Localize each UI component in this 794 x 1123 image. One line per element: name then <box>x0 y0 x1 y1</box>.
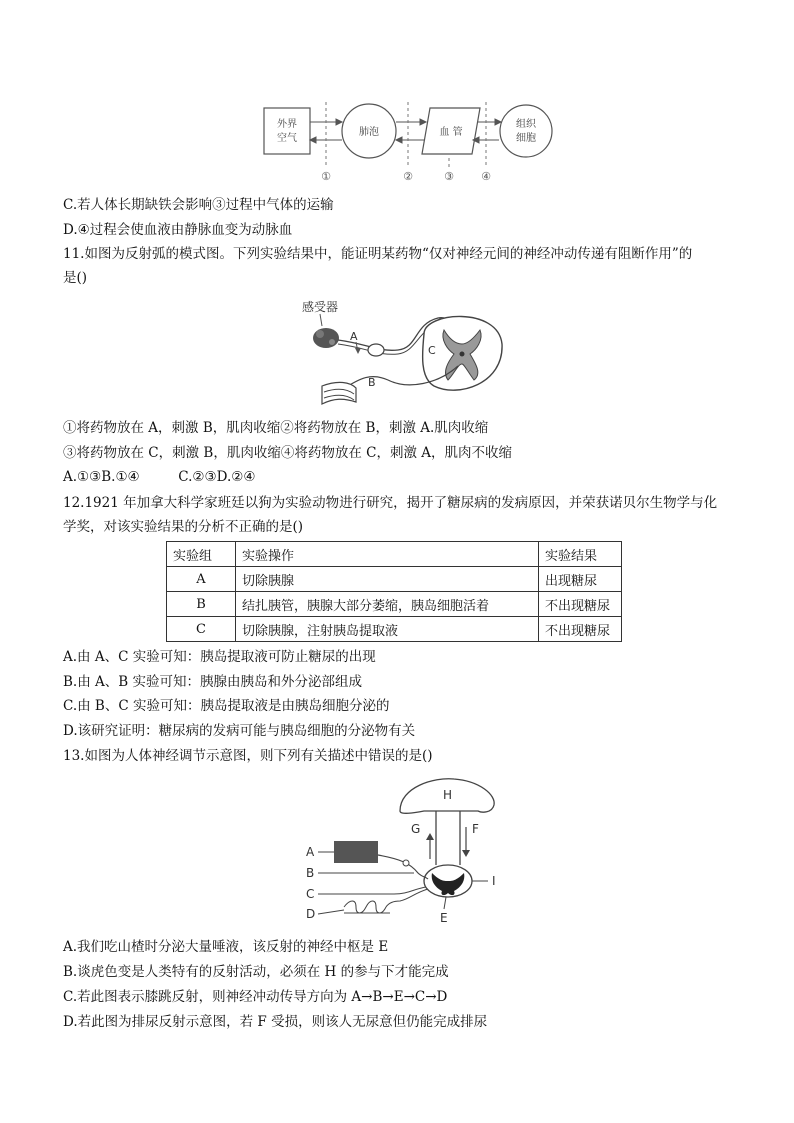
label-g: G <box>411 822 421 836</box>
table-row <box>167 567 622 592</box>
label-b: B <box>368 376 376 389</box>
label-c: C <box>428 344 436 357</box>
experiment-table <box>166 541 622 642</box>
nervous-regulation-figure <box>304 777 504 927</box>
label-i: I <box>492 874 496 888</box>
q12-stem-line1: 12.1921 年加拿大科学家班廷以狗为实验动物进行研究，揭开了糖尿病的发病原因，并荣获诺贝尔生物学与化 <box>63 495 718 511</box>
table-row <box>167 617 622 642</box>
table-header: 实验组 <box>167 542 236 567</box>
label-a: A <box>306 845 315 859</box>
alveoli-label: 肺泡 <box>359 127 379 138</box>
q13-option-c: C.若此图表示膝跳反射，则神经冲动传导方向为 A→B→E→C→D <box>63 989 448 1005</box>
q12-option-c: C.由 B、C 实验可知：胰岛提取液是由胰岛细胞分泌的 <box>63 698 390 714</box>
vessel-label: 血 管 <box>439 127 463 138</box>
table-cell: C <box>167 617 236 642</box>
gas-exchange-figure <box>258 100 558 186</box>
marker-1: ① <box>321 170 331 183</box>
q11-stem-line2: 是() <box>63 270 88 286</box>
marker-3: ③ <box>444 170 454 183</box>
table-cell: 切除胰腺 <box>236 567 539 592</box>
q11-item-line1: ①将药物放在 A，刺激 B，肌肉收缩②将药物放在 B，刺激 A.肌肉收缩 <box>63 420 489 436</box>
q13-stem: 13.如图为人体神经调节示意图，则下列有关描述中错误的是() <box>63 748 433 764</box>
q12-stem-line2: 学奖，对该实验结果的分析不正确的是() <box>63 519 304 535</box>
marker-2: ② <box>403 170 413 183</box>
reflex-arc-figure <box>298 294 508 412</box>
box-outside-air-line1: 外界 <box>277 119 297 130</box>
label-f: F <box>472 822 479 836</box>
label-e: E <box>440 911 448 925</box>
table-cell: 结扎胰管，胰腺大部分萎缩，胰岛细胞活着 <box>236 592 539 617</box>
table-row <box>167 592 622 617</box>
table-header: 实验操作 <box>236 542 539 567</box>
q10-option-d: D.④过程会使血液由静脉血变为动脉血 <box>63 222 293 238</box>
box-outside-air-line2: 空气 <box>277 133 297 144</box>
table-cell: 切除胰腺，注射胰岛提取液 <box>236 617 539 642</box>
label-d: D <box>306 907 316 921</box>
q11-item-line2: ③将药物放在 C，刺激 B，肌肉收缩④将药物放在 C，刺激 A，肌肉不收缩 <box>63 445 512 461</box>
q13-option-b: B.谈虎色变是人类特有的反射活动，必须在 H 的参与下才能完成 <box>63 964 449 980</box>
q13-option-a: A.我们吃山楂时分泌大量唾液，该反射的神经中枢是 E <box>63 939 389 955</box>
q12-option-b: B.由 A、B 实验可知：胰腺由胰岛和外分泌部组成 <box>63 674 362 690</box>
table-header: 实验结果 <box>539 542 622 567</box>
marker-4: ④ <box>481 170 491 183</box>
label-a: A <box>350 330 358 343</box>
table-cell: 不出现糖尿 <box>539 617 622 642</box>
table-cell: B <box>167 592 236 617</box>
label-c: C <box>306 887 315 901</box>
table-cell: 不出现糖尿 <box>539 592 622 617</box>
q11-stem-line1: 11.如图为反射弧的模式图。下列实验结果中，能证明某药物“仅对神经元间的神经冲动传递有阻断作用”的 <box>63 246 693 262</box>
receptor-label: 感受器 <box>302 300 339 314</box>
q13-option-d: D.若此图为排尿反射示意图，若 F 受损，则该人无尿意但仍能完成排尿 <box>63 1014 488 1030</box>
label-b: B <box>306 866 315 880</box>
table-cell: 出现糖尿 <box>539 567 622 592</box>
label-h: H <box>443 788 453 802</box>
table-header-row <box>167 542 622 567</box>
q10-option-c: C.若人体长期缺铁会影响③过程中气体的运输 <box>63 197 334 213</box>
tissue-cells-line1: 组织 <box>516 119 536 130</box>
q12-option-d: D.该研究证明：糖尿病的发病可能与胰岛细胞的分泌物有关 <box>63 723 416 739</box>
table-cell: A <box>167 567 236 592</box>
tissue-cells-line2: 细胞 <box>516 133 536 144</box>
q11-options: A.①③B.①④ C.②③D.②④ <box>63 469 256 485</box>
q12-option-a: A.由 A、C 实验可知：胰岛提取液可防止糖尿的出现 <box>63 649 376 665</box>
